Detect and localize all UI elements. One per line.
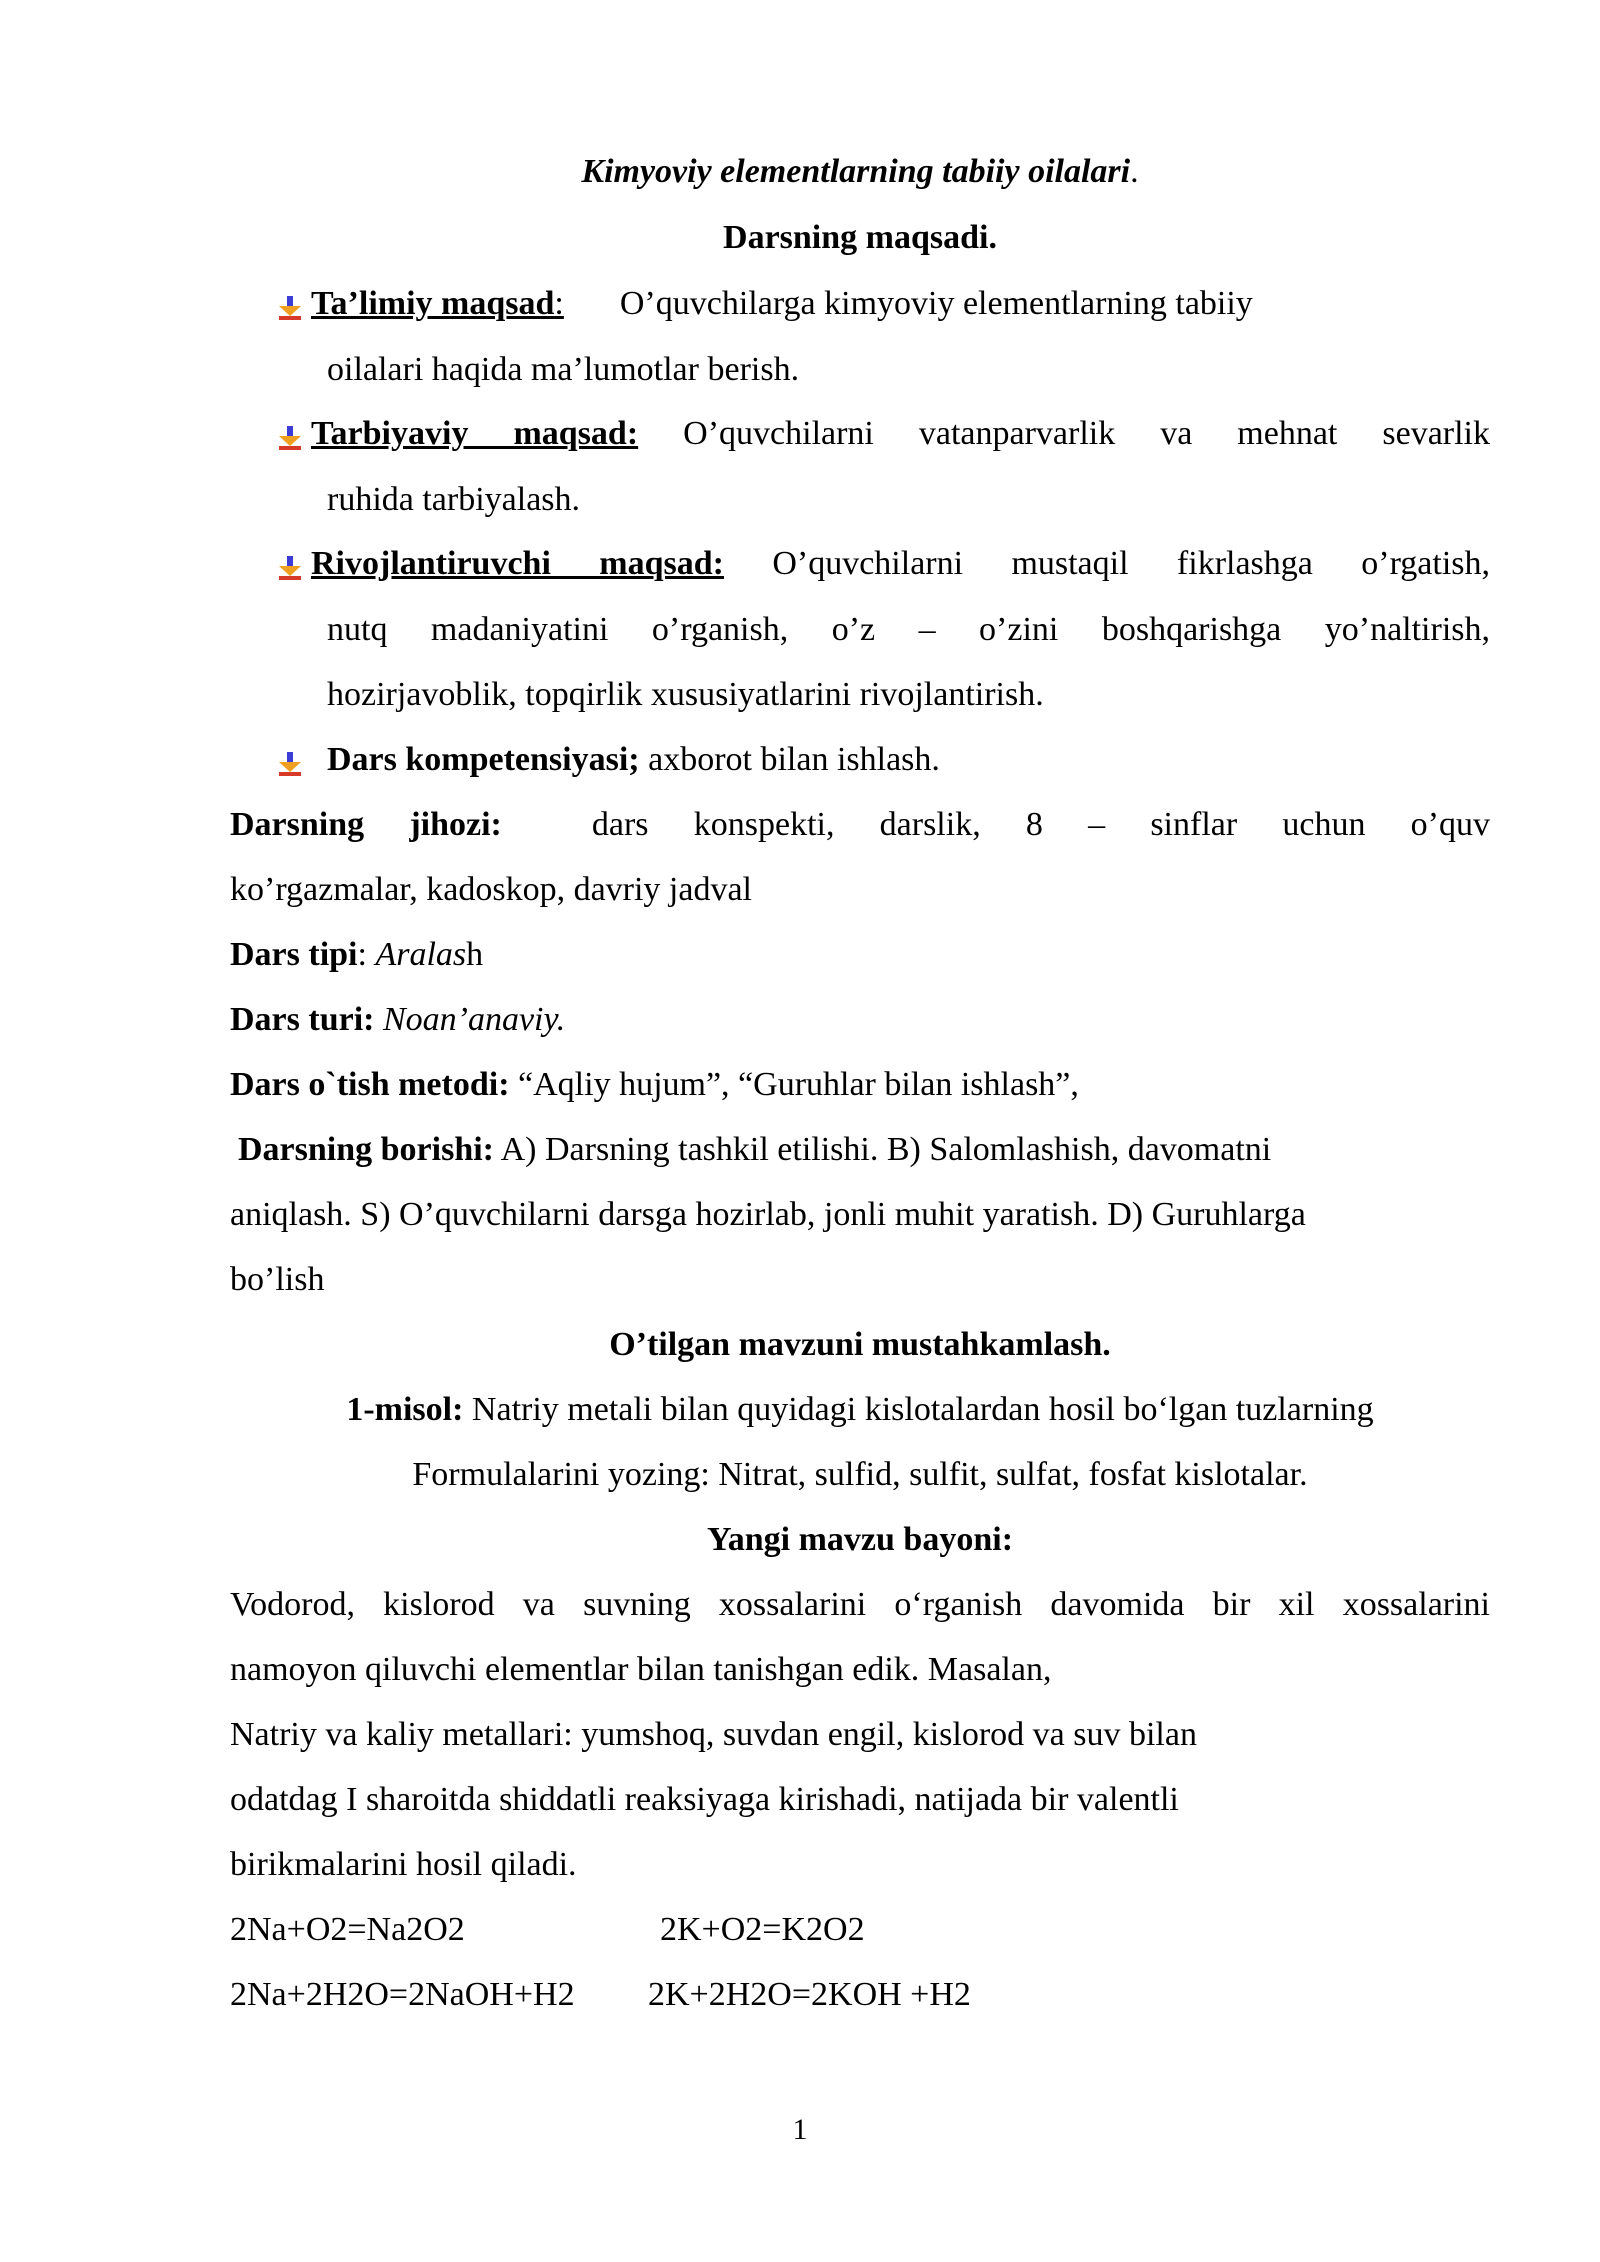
goal-text: O’quvchilarni mustaqil fikrlashga o’rgatish, (772, 545, 1490, 582)
body-line: Natriy va kaliy metallari: yumshoq, suvdan engil, kislorod va suv bilan (230, 1716, 1197, 1753)
lesson-progress (238, 1128, 1498, 1172)
lesson-type-label: Dars tipi (230, 936, 358, 973)
lesson-kind (230, 998, 1490, 1042)
equation-left: 2Na+O2=Na2O2 (230, 1911, 465, 1948)
goal-developmental (311, 542, 1490, 586)
goal-developmental-cont: nutq madaniyatini o’rganish, o’z – o’zini boshqarishga yo’naltirish, (327, 611, 1490, 648)
lesson-type (230, 933, 1490, 977)
goal-upbringing (311, 412, 1490, 456)
lesson-type-value-tail: h (466, 936, 484, 973)
goal-text: O’quvchilarni vatanparvarlik va mehnat sevarlik (683, 415, 1491, 452)
bullet-arrow-icon (279, 296, 301, 320)
progress-label: Darsning borishi: (238, 1131, 494, 1168)
example-line (230, 1388, 1490, 1432)
goal-competence (327, 738, 1490, 782)
page-number: 1 (792, 2113, 808, 2146)
title-text: Kimyoviy elementlarning tabiiy oilalari (581, 153, 1131, 190)
goal-educational-cont: oilalari haqida ma’lumotlar berish. (327, 351, 800, 388)
method-label: Dars o`tish metodi: (230, 1066, 510, 1103)
lesson-method (230, 1063, 1490, 1107)
equipment-label: Darsning jihozi: (230, 806, 502, 843)
equation-row (230, 1973, 1490, 2017)
method-value: “Aqliy hujum”, “Guruhlar bilan ishlash”, (518, 1066, 1079, 1103)
equipment-line (230, 803, 1490, 847)
goal-heading: Darsning maqsadi. (723, 219, 997, 256)
document-title (230, 150, 1490, 194)
body-line: namoyon qiluvchi elementlar bilan tanishgan edik. Masalan, (230, 1651, 1052, 1688)
lesson-kind-value: Noan’anaviy. (382, 1001, 566, 1038)
equipment-cont: ko’rgazmalar, kadoskop, davriy jadval (230, 871, 753, 908)
lesson-type-value: Aralas (375, 936, 467, 973)
equation-row (230, 1908, 1490, 1952)
goal-text: O’quvchilarga kimyoviy elementlarning tabiiy (619, 285, 1253, 322)
new-topic-heading: Yangi mavzu bayoni: (706, 1521, 1014, 1558)
lesson-progress-cont2: bo’lish (230, 1261, 325, 1298)
progress-text: A) Darsning tashkil etilishi. B) Salomlashish, davomatni (500, 1131, 1272, 1168)
example-label: 1-misol: (346, 1391, 464, 1428)
body-line: odatdag I sharoitda shiddatli reaksiyaga kirishadi, natijada bir valentli (230, 1781, 1179, 1818)
goal-label: Dars kompetensiyasi; (327, 741, 640, 778)
equation-right: 2K+2H2O=2KOH +H2 (648, 1976, 971, 2013)
title-dot: . (1130, 153, 1139, 190)
bullet-arrow-icon (279, 426, 301, 450)
example-cont: Formulalarini yozing: Nitrat, sulfid, sulfit, sulfat, fosfat kislotalar. (412, 1456, 1308, 1493)
lesson-type-sep: : (357, 936, 376, 973)
review-heading: O’tilgan mavzuni mustahkamlash. (609, 1326, 1111, 1363)
body-line: birikmalarini hosil qiladi. (230, 1846, 577, 1883)
goal-label: Rivojlantiruvchi maqsad: (311, 545, 724, 582)
bullet-arrow-icon (279, 752, 301, 776)
equation-right: 2K+O2=K2O2 (660, 1911, 865, 1948)
goal-text: axborot bilan ishlash. (648, 741, 940, 778)
bullet-arrow-icon (279, 556, 301, 580)
goal-educational (311, 282, 1490, 326)
lesson-progress-cont: aniqlash. S) O’quvchilarni darsga hozirlab, jonli muhit yaratish. D) Guruhlarga (230, 1196, 1306, 1233)
lesson-kind-label: Dars turi: (230, 1001, 375, 1038)
goal-developmental-cont2: hozirjavoblik, topqirlik xususiyatlarini rivojlantirish. (327, 676, 1044, 713)
equipment-text: dars konspekti, darslik, 8 – sinflar uchun o’quv (591, 806, 1490, 843)
equation-left: 2Na+2H2O=2NaOH+H2 (230, 1976, 575, 2013)
goal-label: Tarbiyaviy maqsad: (311, 415, 639, 452)
example-text: Natriy metali bilan quyidagi kislotalardan hosil bo‘lgan tuzlarning (471, 1391, 1374, 1428)
goal-label: Ta’limiy maqsad (311, 285, 555, 322)
goal-upbringing-cont: ruhida tarbiyalash. (327, 481, 581, 518)
goal-label-suffix: : (554, 285, 564, 322)
body-line: Vodorod, kislorod va suvning xossalarini o‘rganish davomida bir xil xossalarini (230, 1586, 1490, 1623)
